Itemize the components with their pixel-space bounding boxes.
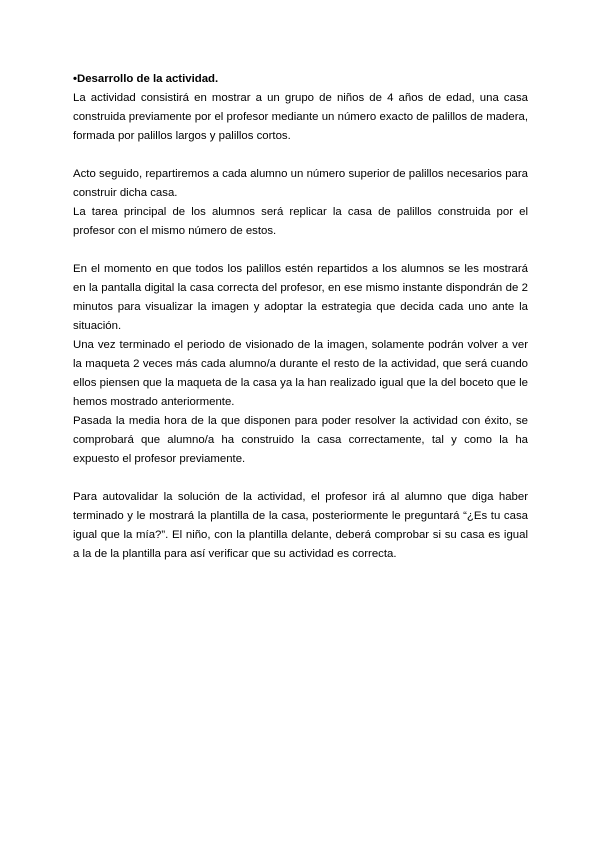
paragraph: Una vez terminado el periodo de visionado de la imagen, solamente podrán volver a ver la maqueta 2 veces más cada alumno/a durante el resto de la actividad, que será cuando ellos piensen que la maqueta de la casa ya la han realizado igual que la del boceto que le hemos mostrado anteriormente. <box>73 339 528 408</box>
paragraph: La tarea principal de los alumnos será replicar la casa de palillos construida por el profesor con el mismo número de estos. <box>73 206 528 237</box>
document-body <box>73 70 528 564</box>
paragraph-gap <box>73 469 528 488</box>
paragraph: En el momento en que todos los palillos estén repartidos a los alumnos se les mostrará en la pantalla digital la casa correcta del profesor, en ese mismo instante dispondrán de 2 minutos para visualizar la imagen y adoptar la estrategia que decida cada uno ante la situación. <box>73 263 528 332</box>
paragraph: Para autovalidar la solución de la actividad, el profesor irá al alumno que diga haber terminado y le mostrará la plantilla de la casa, posteriormente le preguntará “¿Es tu casa igual que la mía?”. El niño, con la plantilla delante, deberá comprobar si su casa es igual a la de la plantilla para así verificar que su actividad es correcta. <box>73 491 528 560</box>
paragraph: Acto seguido, repartiremos a cada alumno un número superior de palillos necesarios para construir dicha casa. <box>73 168 528 199</box>
paragraph-gap <box>73 146 528 165</box>
section-heading: •Desarrollo de la actividad. <box>73 73 219 85</box>
paragraph: Pasada la media hora de la que disponen para poder resolver la actividad con éxito, se comprobará que alumno/a ha construido la casa correctamente, tal y como la ha expuesto el profesor previamente. <box>73 415 528 465</box>
paragraph-gap <box>73 241 528 260</box>
paragraph: La actividad consistirá en mostrar a un grupo de niños de 4 años de edad, una casa construida previamente por el profesor mediante un número exacto de palillos de madera, formada por palillos largos y palillos cortos. <box>73 92 528 142</box>
